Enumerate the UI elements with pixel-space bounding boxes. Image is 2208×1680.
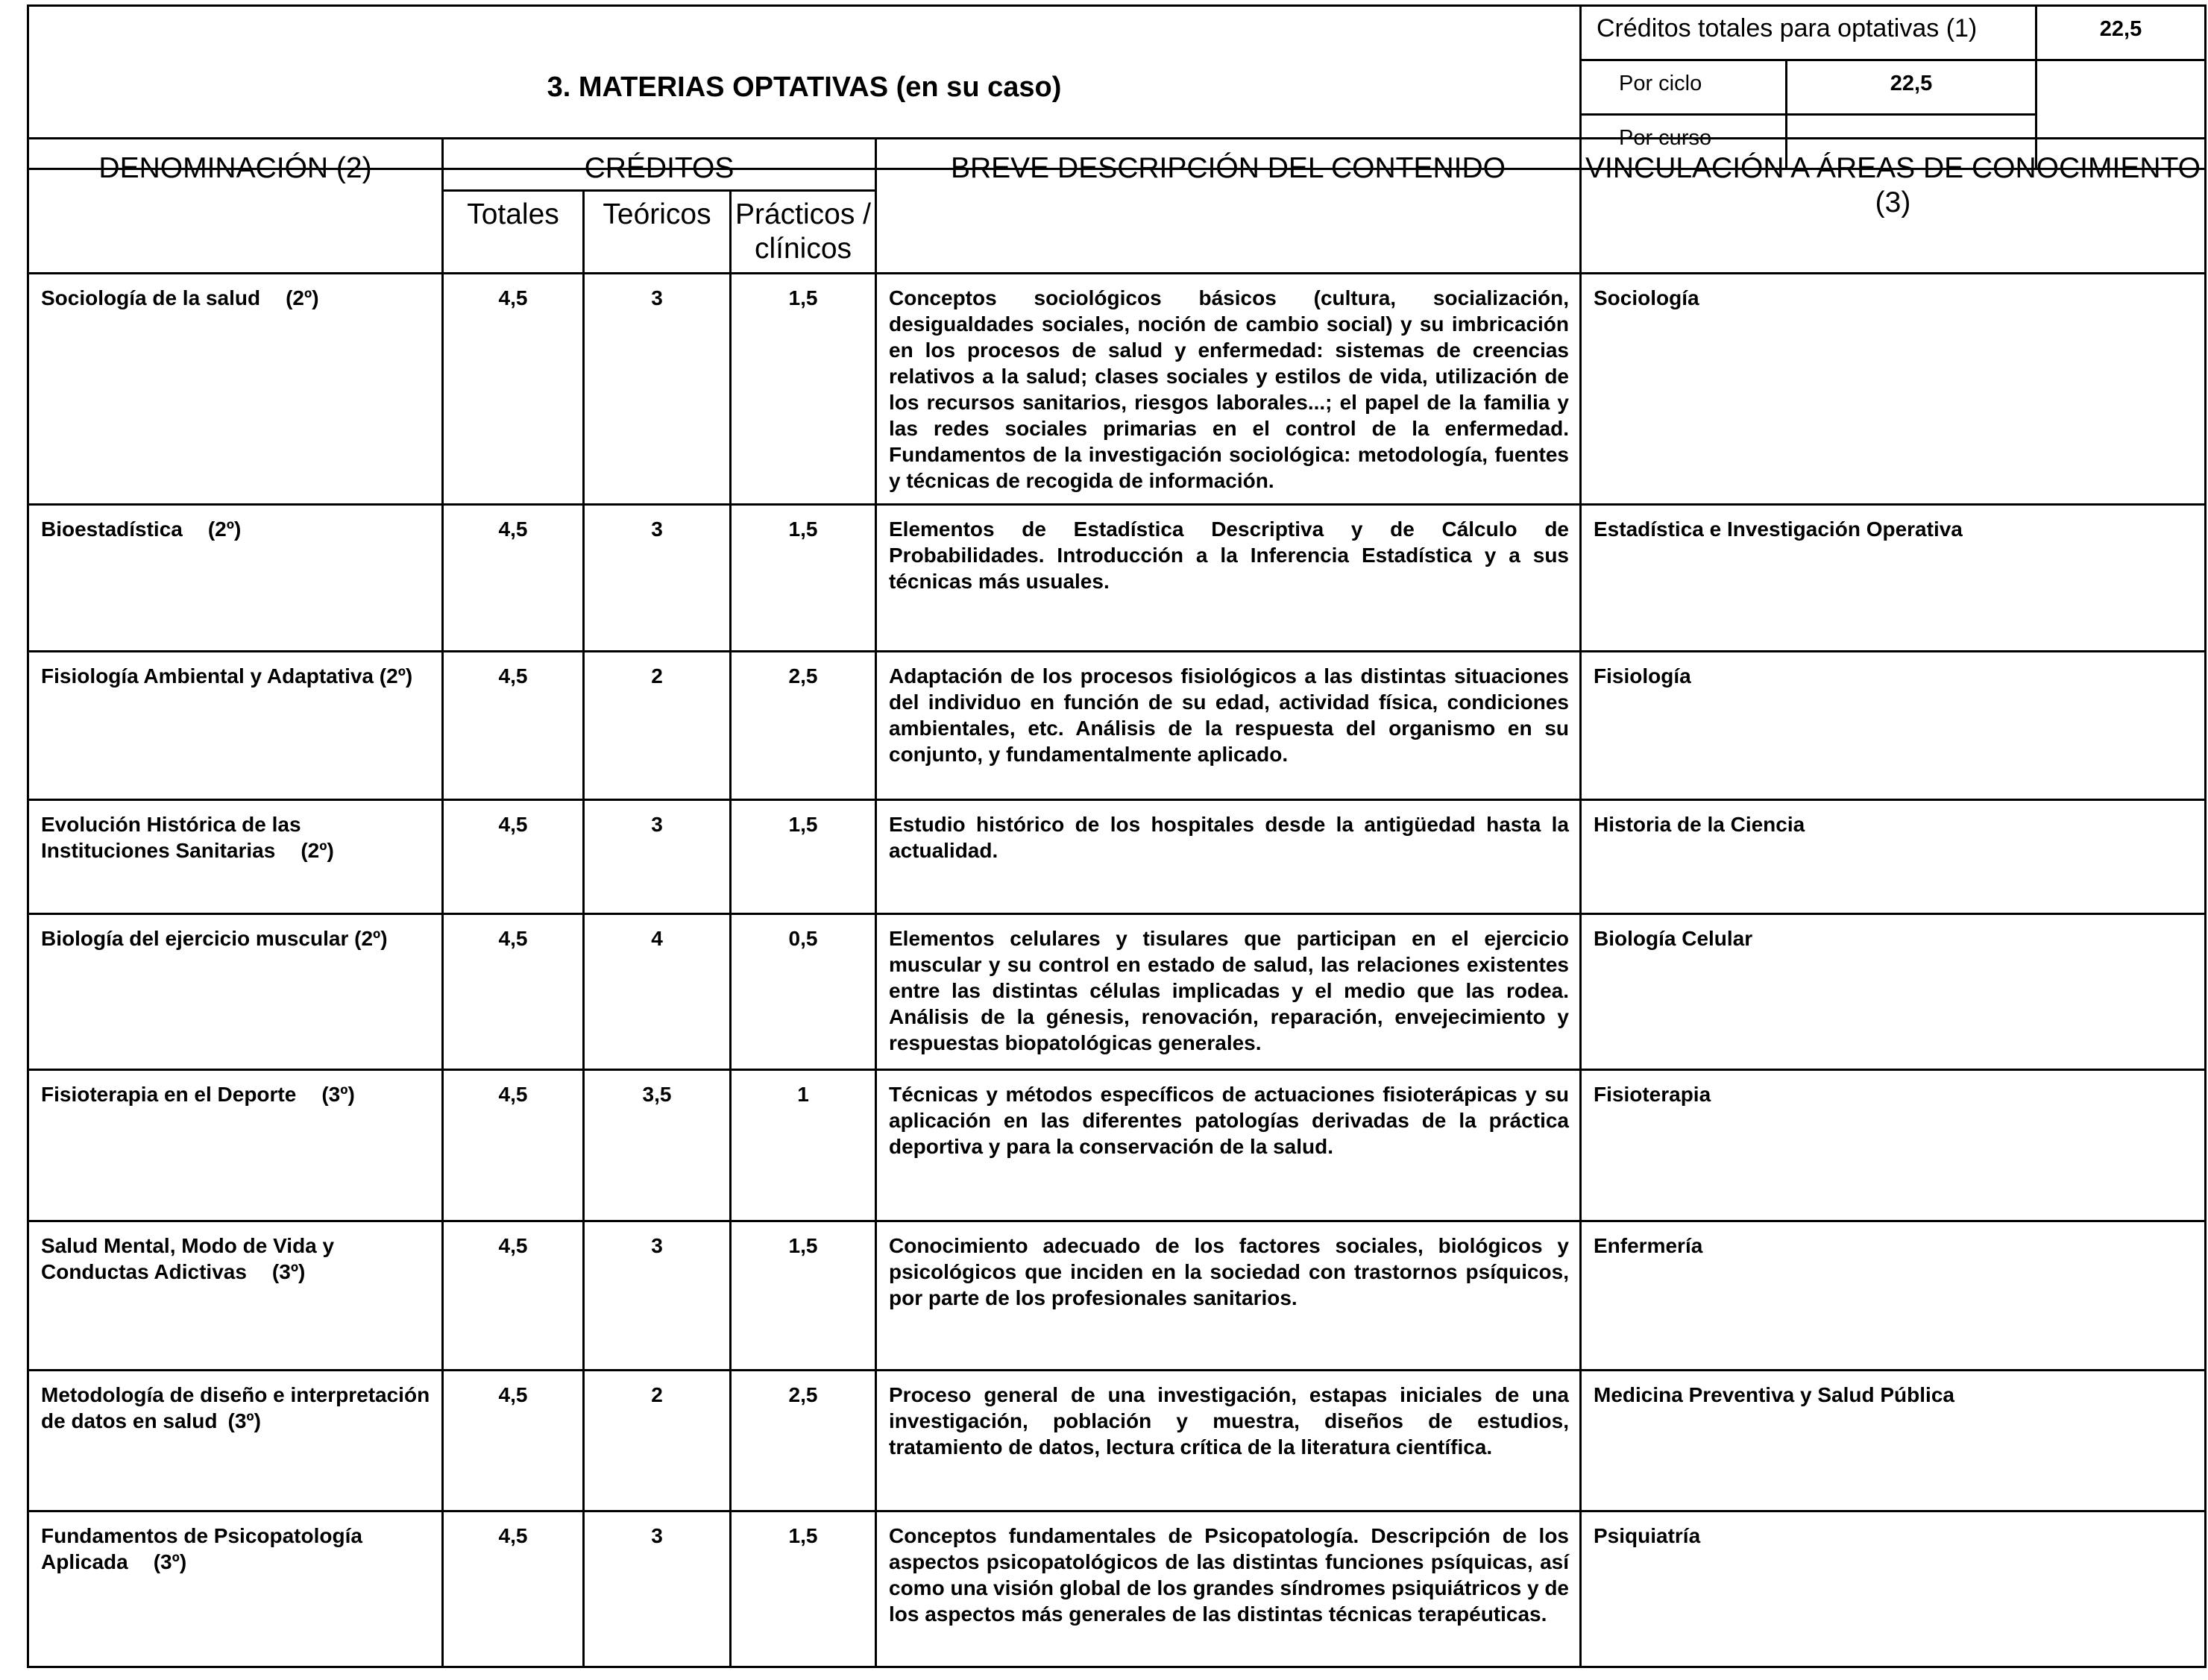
knowledge-area: Fisiología xyxy=(1581,652,2206,800)
total-credits-label: Créditos totales para optativas (1) xyxy=(1581,6,2036,60)
col-denominacion: DENOMINACIÓN (2) xyxy=(28,139,443,274)
col-descripcion: BREVE DESCRIPCIÓN DEL CONTENIDO xyxy=(876,139,1581,274)
col-creditos: CRÉDITOS xyxy=(443,139,876,191)
credits-total: 4,5 xyxy=(443,1371,584,1511)
table-row xyxy=(28,914,2206,1070)
table-row xyxy=(28,1371,2206,1511)
credits-total: 4,5 xyxy=(443,652,584,800)
table-row xyxy=(28,1070,2206,1221)
credits-practice: 1,5 xyxy=(731,274,876,505)
subject-name: Fisioterapia en el Deporte (3º) xyxy=(28,1070,443,1221)
knowledge-area: Estadística e Investigación Operativa xyxy=(1581,505,2206,652)
credits-theory: 3,5 xyxy=(584,1070,731,1221)
credits-practice: 1,5 xyxy=(731,1511,876,1667)
credits-total: 4,5 xyxy=(443,914,584,1070)
credits-theory: 3 xyxy=(584,1511,731,1667)
per-course-label: Por curso xyxy=(1581,115,1787,169)
credits-practice: 1,5 xyxy=(731,505,876,652)
knowledge-area: Medicina Preventiva y Salud Pública xyxy=(1581,1371,2206,1511)
subject-description: Estudio histórico de los hospitales desde la antigüedad hasta la actualidad. xyxy=(876,800,1581,914)
per-cycle-value: 22,5 xyxy=(1787,60,2036,115)
table-row xyxy=(28,800,2206,914)
subject-name: Evolución Histórica de las Instituciones Sanitarias (2º) xyxy=(28,800,443,914)
credits-total: 4,5 xyxy=(443,1221,584,1371)
subject-description: Conceptos sociológicos básicos (cultura, socialización, desigualdades sociales, noción de cambio social) y su imbricación en los procesos de salud y enfermedad: sistemas de creencias relativos a la salud; clases sociales y estilos de vida, utilización de los recursos sanitarios, riesgos laborales...; el papel de la familia y las redes sociales primarias en el control de la enfermedad. Fundamentos de la investigación sociológica: metodología, fuentes y técnicas de recogida de información. xyxy=(876,274,1581,505)
per-cycle-label: Por ciclo xyxy=(1581,60,1787,115)
subject-description: Conceptos fundamentales de Psicopatología. Descripción de los aspectos psicopatológicos de las distintas funciones psíquicas, así como una visión global de los grandes síndromes psiquiátricos y de los aspectos más generales de las distintas técnicas terapéuticas. xyxy=(876,1511,1581,1667)
credits-theory: 2 xyxy=(584,1371,731,1511)
subject-name: Fundamentos de Psicopatología Aplicada (3º) xyxy=(28,1511,443,1667)
table-row xyxy=(28,1511,2206,1667)
section-title: 3. MATERIAS OPTATIVAS (en su caso) xyxy=(28,6,1581,169)
knowledge-area: Biología Celular xyxy=(1581,914,2206,1070)
credits-theory: 4 xyxy=(584,914,731,1070)
credits-practice: 1,5 xyxy=(731,1221,876,1371)
total-credits-value: 22,5 xyxy=(2036,6,2206,60)
subjects-table xyxy=(27,137,2207,1668)
credits-total: 4,5 xyxy=(443,505,584,652)
subject-description: Elementos de Estadística Descriptiva y de Cálculo de Probabilidades. Introducción a la Inferencia Estadística y a sus técnicas más usuales. xyxy=(876,505,1581,652)
credits-theory: 3 xyxy=(584,505,731,652)
col-teoricos: Teóricos xyxy=(584,191,731,274)
subject-description: Adaptación de los procesos fisiológicos a las distintas situaciones del individuo en función de su edad, actividad física, condiciones ambientales, etc. Análisis de la respuesta del organismo en su conjunto, y fundamentalmente aplicado. xyxy=(876,652,1581,800)
credits-practice: 1 xyxy=(731,1070,876,1221)
subject-description: Elementos celulares y tisulares que participan en el ejercicio muscular y su control en estado de salud, las relaciones existentes entre las distintas células implicadas y el medio que las rodea. Análisis de la génesis, renovación, reparación, envejecimiento y respuestas biopatológicas generales. xyxy=(876,914,1581,1070)
knowledge-area: Enfermería xyxy=(1581,1221,2206,1371)
knowledge-area: Fisioterapia xyxy=(1581,1070,2206,1221)
col-totales: Totales xyxy=(443,191,584,274)
credits-practice: 0,5 xyxy=(731,914,876,1070)
credits-practice: 2,5 xyxy=(731,1371,876,1511)
table-row xyxy=(28,1221,2206,1371)
subject-name: Sociología de la salud (2º) xyxy=(28,274,443,505)
subject-name: Fisiología Ambiental y Adaptativa (2º) xyxy=(28,652,443,800)
subject-description: Conocimiento adecuado de los factores sociales, biológicos y psicológicos que inciden en la sociedad con trastornos psíquicos, por parte de los profesionales sanitarios. xyxy=(876,1221,1581,1371)
credits-total: 4,5 xyxy=(443,800,584,914)
knowledge-area: Sociología xyxy=(1581,274,2206,505)
credits-total: 4,5 xyxy=(443,1511,584,1667)
credits-theory: 2 xyxy=(584,652,731,800)
knowledge-area: Historia de la Ciencia xyxy=(1581,800,2206,914)
subject-name: Biología del ejercicio muscular (2º) xyxy=(28,914,443,1070)
credits-theory: 3 xyxy=(584,800,731,914)
knowledge-area: Psiquiatría xyxy=(1581,1511,2206,1667)
subject-name: Bioestadística (2º) xyxy=(28,505,443,652)
subject-name: Metodología de diseño e interpretación de datos en salud (3º) xyxy=(28,1371,443,1511)
col-vinculacion: VINCULACIÓN A ÁREAS DE CONOCIMIENTO (3) xyxy=(1581,139,2206,274)
table-row xyxy=(28,505,2206,652)
credits-practice: 2,5 xyxy=(731,652,876,800)
table-row xyxy=(28,274,2206,505)
credits-total: 4,5 xyxy=(443,1070,584,1221)
subject-name: Salud Mental, Modo de Vida y Conductas Adictivas (3º) xyxy=(28,1221,443,1371)
subject-description: Proceso general de una investigación, estapas iniciales de una investigación, población y muestra, diseños de estudios, tratamiento de datos, lectura crítica de la literatura científica. xyxy=(876,1371,1581,1511)
table-header-row xyxy=(28,139,2206,191)
subject-description: Técnicas y métodos específicos de actuaciones fisioterápicas y su aplicación en las diferentes patologías derivadas de la práctica deportiva y para la conservación de la salud. xyxy=(876,1070,1581,1221)
col-practicos: Prácticos / clínicos xyxy=(731,191,876,274)
credits-total: 4,5 xyxy=(443,274,584,505)
credits-theory: 3 xyxy=(584,1221,731,1371)
credits-practice: 1,5 xyxy=(731,800,876,914)
table-row xyxy=(28,652,2206,800)
credits-theory: 3 xyxy=(584,274,731,505)
